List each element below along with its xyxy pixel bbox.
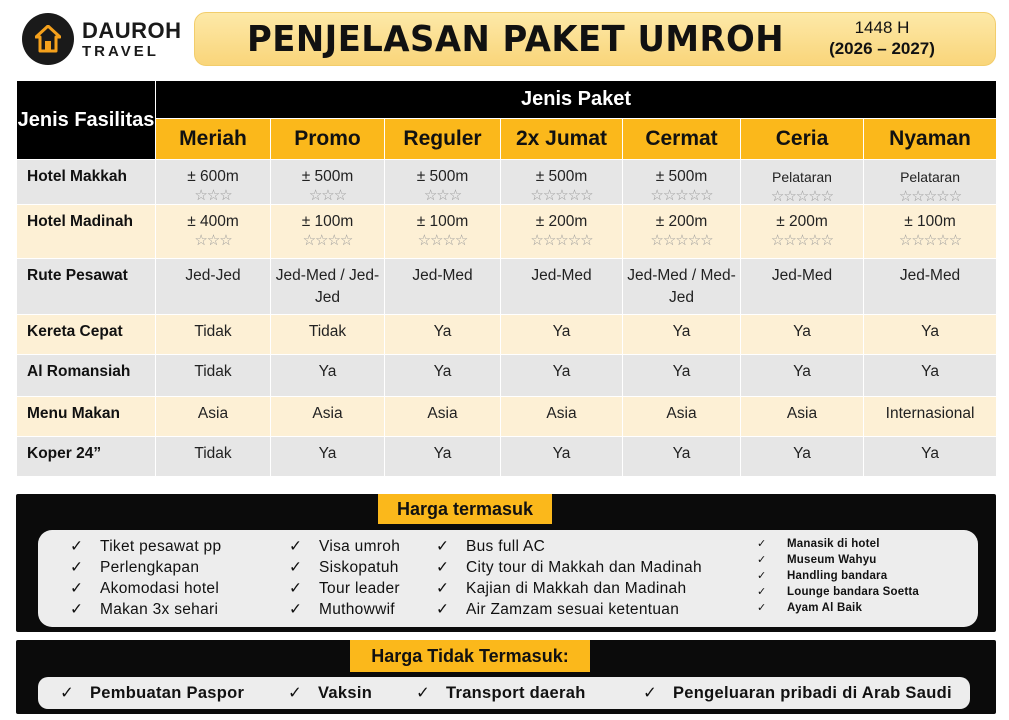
table-cell	[501, 259, 623, 315]
table-cell	[501, 355, 623, 397]
row-label: Kereta Cepat	[17, 315, 156, 355]
table-cell	[271, 205, 385, 259]
title-banner	[194, 12, 996, 66]
table-row	[17, 259, 997, 315]
table-cell	[741, 397, 864, 437]
check-icon: ✓	[436, 580, 450, 597]
package-name: Reguler	[385, 119, 501, 160]
table-cell	[623, 355, 741, 397]
cell-value: Jed-Med / Jed-Jed	[275, 267, 380, 306]
list-item-label: Transport daerah	[446, 684, 586, 702]
list-item	[289, 557, 400, 578]
cell-value: Ya	[921, 363, 939, 380]
cell-value: Tidak	[194, 323, 232, 340]
table-cell	[271, 160, 385, 205]
list-item-label: Manasik di hotel	[787, 538, 880, 550]
cell-value: Ya	[672, 363, 691, 380]
star-rating-icon: ☆☆☆☆	[417, 232, 468, 249]
cell-value: Ya	[672, 445, 691, 462]
page-title: PENJELASAN PAKET UMROH	[247, 19, 785, 60]
star-rating-icon: ☆☆☆☆☆	[650, 232, 713, 249]
row-label: Hotel Makkah	[17, 160, 156, 205]
cell-value: Pelataran	[900, 169, 960, 185]
check-icon: ✓	[757, 602, 767, 614]
cell-value: Ya	[433, 323, 452, 340]
included-section	[16, 494, 996, 632]
list-item	[436, 578, 702, 599]
cell-value: Ya	[552, 445, 571, 462]
list-item-label: Vaksin	[318, 684, 373, 702]
table-cell	[385, 160, 501, 205]
row-label: Koper 24”	[17, 437, 156, 477]
list-item-label: Muthowwif	[319, 601, 395, 618]
included-title: Harga termasuk	[378, 494, 552, 524]
cell-value: Jed-Med	[771, 267, 833, 284]
list-item	[757, 600, 919, 616]
cell-value: Ya	[793, 323, 811, 340]
list-item	[60, 682, 244, 704]
star-rating-icon: ☆☆☆☆	[302, 232, 353, 249]
list-item-label: Pembuatan Paspor	[90, 684, 245, 702]
cell-value: ± 100m	[904, 213, 956, 230]
table-cell	[385, 397, 501, 437]
package-name: Nyaman	[864, 119, 997, 160]
cell-value: ± 100m	[301, 213, 354, 230]
list-item-label: Lounge bandara Soetta	[787, 586, 919, 598]
list-item-label: Air Zamzam sesuai ketentuan	[466, 601, 680, 618]
cell-value: Jed-Med	[412, 267, 473, 284]
table-row	[17, 205, 997, 259]
table-row	[17, 437, 997, 477]
check-icon: ✓	[643, 684, 658, 702]
check-icon: ✓	[757, 538, 767, 550]
check-icon: ✓	[288, 684, 303, 702]
table-cell	[623, 397, 741, 437]
list-item-label: Pengeluaran pribadi di Arab Saudi	[673, 684, 952, 702]
table-cell	[864, 437, 997, 477]
cell-value: Asia	[666, 405, 697, 422]
cell-value: Internasional	[885, 405, 975, 422]
year-hijri: 1448 H	[854, 18, 910, 37]
cell-value: ± 500m	[301, 168, 354, 185]
table-cell	[271, 355, 385, 397]
cell-value: Jed-Med	[899, 267, 961, 284]
list-item	[757, 568, 919, 584]
table-cell	[156, 315, 271, 355]
row-label: Menu Makan	[17, 397, 156, 437]
package-name: Meriah	[156, 119, 271, 160]
table-cell	[156, 259, 271, 315]
table-cell	[385, 205, 501, 259]
table-cell	[864, 355, 997, 397]
check-icon: ✓	[416, 684, 431, 702]
star-rating-icon: ☆☆☆☆☆	[770, 232, 834, 249]
check-icon: ✓	[757, 554, 767, 566]
table-cell	[864, 160, 997, 205]
excluded-title: Harga Tidak Termasuk:	[350, 640, 590, 672]
star-rating-icon: ☆☆☆	[194, 232, 232, 249]
star-rating-icon: ☆☆☆☆☆	[530, 232, 593, 249]
table-cell	[623, 160, 741, 205]
list-item	[757, 584, 919, 600]
package-name: Ceria	[741, 119, 864, 160]
table-cell	[156, 205, 271, 259]
cell-value: Ya	[921, 323, 939, 340]
check-icon: ✓	[70, 601, 84, 618]
brand-sub: TRAVEL	[82, 42, 159, 60]
list-item	[289, 578, 400, 599]
list-item	[70, 578, 221, 599]
cell-value: Ya	[318, 445, 337, 462]
table-cell	[864, 397, 997, 437]
check-icon: ✓	[60, 684, 75, 702]
check-icon: ✓	[70, 559, 84, 576]
table-cell	[271, 397, 385, 437]
table-cell	[741, 315, 864, 355]
check-icon: ✓	[289, 538, 303, 555]
cell-value: ± 500m	[535, 168, 588, 185]
package-name: Cermat	[623, 119, 741, 160]
table-cell	[271, 315, 385, 355]
table-cell	[156, 437, 271, 477]
list-item	[643, 682, 952, 704]
house-logo-icon	[22, 13, 74, 65]
table-cell	[864, 315, 997, 355]
list-item	[289, 536, 400, 557]
table-row	[17, 160, 997, 205]
star-rating-icon: ☆☆☆	[194, 187, 232, 204]
cell-value: Ya	[433, 445, 452, 462]
table-cell	[741, 259, 864, 315]
cell-value: Ya	[793, 363, 811, 380]
row-label: Al Romansiah	[17, 355, 156, 397]
cell-value: Asia	[427, 405, 458, 422]
check-icon: ✓	[70, 580, 84, 597]
package-name: 2x Jumat	[501, 119, 623, 160]
table-cell	[623, 259, 741, 315]
check-icon: ✓	[436, 601, 450, 618]
table-cell	[156, 355, 271, 397]
list-item	[436, 536, 702, 557]
table-cell	[864, 205, 997, 259]
title-year	[807, 17, 957, 59]
list-item	[288, 682, 372, 704]
table-cell	[623, 205, 741, 259]
cell-value: Ya	[552, 323, 571, 340]
row-label: Rute Pesawat	[17, 259, 156, 315]
table-cell	[501, 315, 623, 355]
facility-header: Jenis Fasilitas	[17, 81, 156, 160]
table-cell	[501, 205, 623, 259]
check-icon: ✓	[436, 538, 450, 555]
package-name: Promo	[271, 119, 385, 160]
cell-value: Jed-Med	[531, 267, 592, 284]
list-item	[289, 599, 400, 620]
star-rating-icon: ☆☆☆☆☆	[530, 187, 593, 204]
table-row	[17, 355, 997, 397]
list-item-label: City tour di Makkah dan Madinah	[466, 559, 702, 576]
star-rating-icon: ☆☆☆☆☆	[898, 232, 962, 249]
cell-value: Pelataran	[772, 169, 832, 185]
cell-value: Ya	[318, 363, 337, 380]
cell-value: Ya	[433, 363, 452, 380]
list-item	[436, 599, 702, 620]
star-rating-icon: ☆☆☆☆☆	[650, 187, 713, 204]
table-cell	[501, 160, 623, 205]
package-table	[16, 80, 996, 477]
table-cell	[623, 437, 741, 477]
table-cell	[741, 355, 864, 397]
check-icon: ✓	[70, 538, 84, 555]
cell-value: Asia	[786, 405, 818, 422]
list-item-label: Museum Wahyu	[787, 554, 877, 566]
cell-value: ± 600m	[187, 168, 239, 185]
list-item-label: Makan 3x sehari	[100, 601, 219, 618]
year-masehi: (2026 – 2027)	[829, 39, 935, 58]
cell-value: ± 500m	[655, 168, 708, 185]
cell-value: ± 200m	[776, 213, 828, 230]
cell-value: Ya	[672, 323, 691, 340]
star-rating-icon: ☆☆☆☆☆	[898, 188, 962, 205]
cell-value: ± 200m	[655, 213, 708, 230]
brand-name: DAUROH	[82, 17, 182, 43]
list-item	[436, 557, 702, 578]
check-icon: ✓	[289, 580, 303, 597]
cell-value: Jed-Jed	[185, 267, 241, 284]
table-row	[17, 397, 997, 437]
excluded-list	[38, 677, 970, 709]
list-item-label: Perlengkapan	[100, 559, 200, 576]
cell-value: Jed-Med / Med-Jed	[627, 267, 736, 306]
check-icon: ✓	[289, 559, 303, 576]
table-cell	[271, 437, 385, 477]
list-item	[416, 682, 586, 704]
table-cell	[741, 160, 864, 205]
check-icon: ✓	[757, 570, 767, 582]
cell-value: Ya	[552, 363, 571, 380]
package-header: Jenis Paket	[156, 81, 997, 119]
list-item-label: Ayam Al Baik	[787, 602, 863, 614]
list-item-label: Handling bandara	[787, 570, 888, 582]
list-item-label: Tiket pesawat pp	[100, 538, 222, 555]
check-icon: ✓	[436, 559, 450, 576]
table-row	[17, 315, 997, 355]
table-cell	[156, 160, 271, 205]
row-label: Hotel Madinah	[17, 205, 156, 259]
list-item-label: Bus full AC	[466, 538, 546, 555]
brand-logo	[22, 12, 192, 66]
list-item	[757, 552, 919, 568]
list-item-label: Visa umroh	[319, 538, 401, 555]
cell-value: Asia	[546, 405, 577, 422]
star-rating-icon: ☆☆☆	[308, 187, 347, 204]
cell-value: Tidak	[194, 445, 232, 462]
cell-value: Tidak	[308, 323, 347, 340]
table-cell	[501, 437, 623, 477]
cell-value: Tidak	[194, 363, 232, 380]
table-cell	[271, 259, 385, 315]
excluded-section	[16, 640, 996, 714]
table-cell	[385, 315, 501, 355]
table-cell	[385, 355, 501, 397]
table-cell	[741, 437, 864, 477]
table-cell	[156, 397, 271, 437]
list-item-label: Akomodasi hotel	[100, 580, 220, 597]
cell-value: Asia	[197, 405, 229, 422]
list-item	[757, 536, 919, 552]
list-item	[70, 599, 221, 620]
list-item-label: Siskopatuh	[319, 559, 399, 576]
star-rating-icon: ☆☆☆☆☆	[770, 188, 834, 205]
cell-value: ± 100m	[416, 213, 469, 230]
table-cell	[385, 437, 501, 477]
included-list	[38, 530, 978, 627]
cell-value: Asia	[312, 405, 343, 422]
table-cell	[741, 205, 864, 259]
check-icon: ✓	[757, 586, 767, 598]
star-rating-icon: ☆☆☆	[423, 187, 462, 204]
cell-value: Ya	[793, 445, 811, 462]
list-item	[70, 536, 221, 557]
cell-value: Ya	[921, 445, 939, 462]
check-icon: ✓	[289, 601, 303, 618]
cell-value: ± 400m	[187, 213, 239, 230]
table-cell	[623, 315, 741, 355]
list-item-label: Kajian di Makkah dan Madinah	[466, 580, 687, 597]
list-item-label: Tour leader	[319, 580, 400, 597]
cell-value: ± 200m	[535, 213, 588, 230]
table-cell	[385, 259, 501, 315]
table-cell	[864, 259, 997, 315]
list-item	[70, 557, 221, 578]
table-cell	[501, 397, 623, 437]
cell-value: ± 500m	[416, 168, 469, 185]
